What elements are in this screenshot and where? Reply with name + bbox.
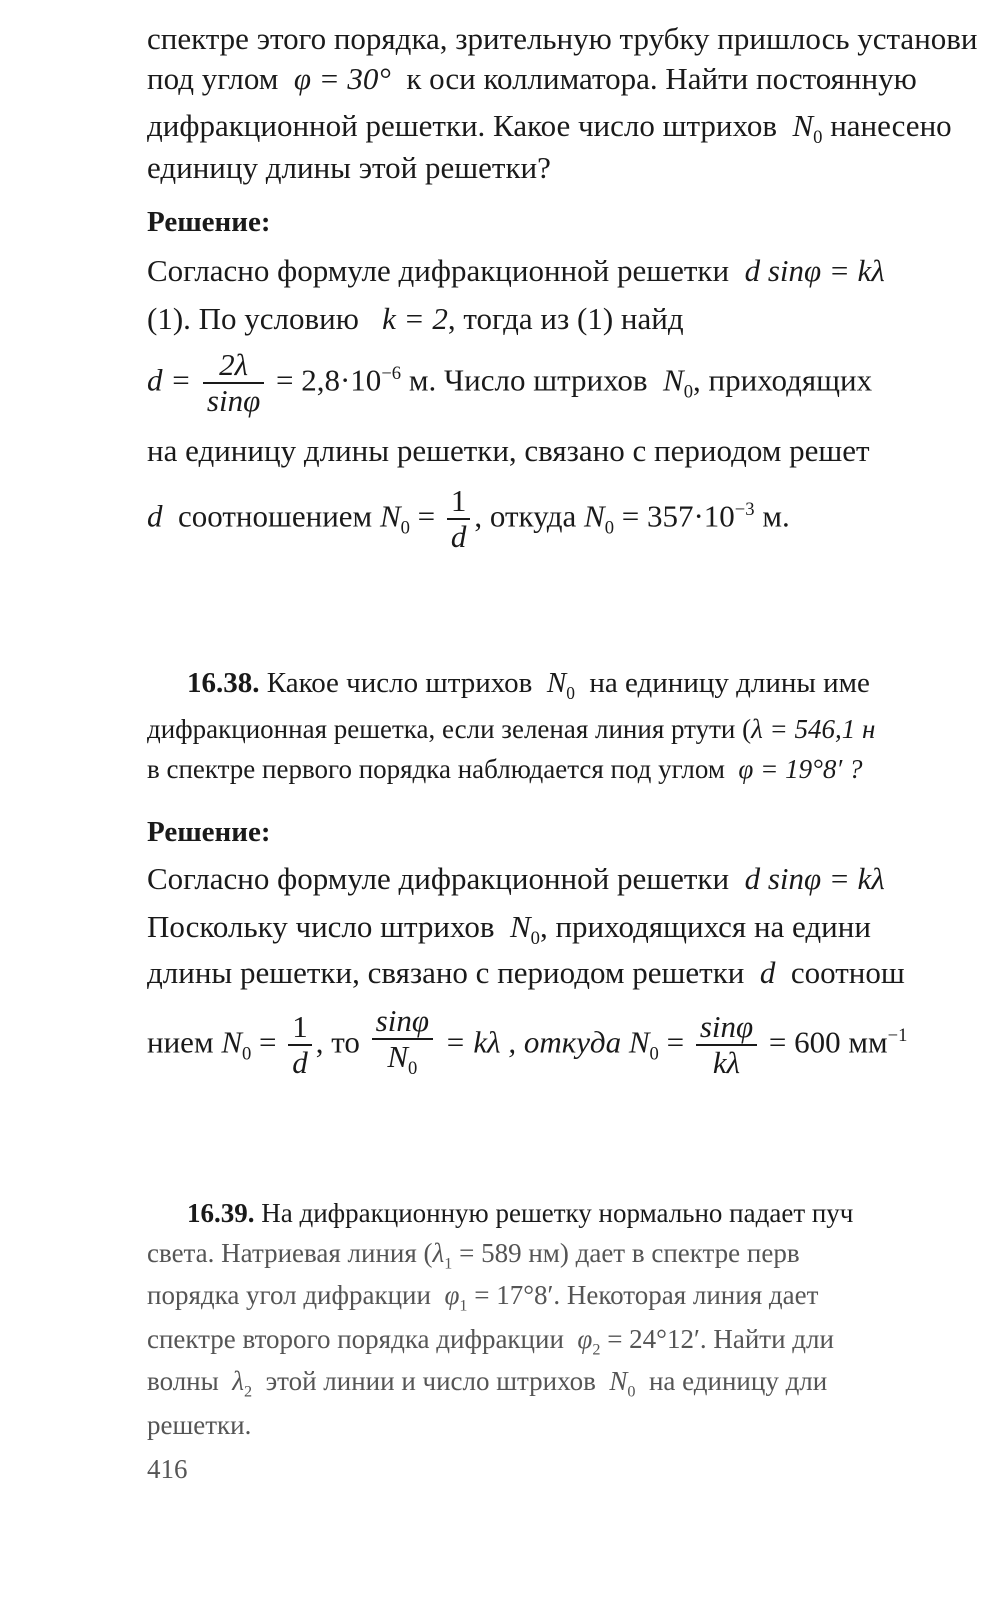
solution-heading: Решение: (147, 816, 271, 848)
text-line: дифракционная решетка, если зеленая линия ртути (λ = 546,1 н (147, 714, 876, 744)
formula: d sinφ = kλ (744, 253, 885, 288)
problem-number: 16.38. (187, 667, 260, 699)
text-line: в спектре первого порядка наблюдается под углом φ = 19°8′ ? (147, 754, 863, 784)
text-line: единицу длины этой решетки? (147, 150, 551, 185)
text-line: спектре этого порядка, зрительную трубку пришлось установи (147, 21, 978, 56)
formula: d sinφ = kλ (744, 861, 885, 896)
text-line: решетки. (147, 1410, 252, 1440)
text-line: порядка угол дифракции $\varphi_1 = 17^\circ 8'$. Некоторая линия дает (147, 1280, 819, 1315)
fraction: $\frac{1}{d}$ (288, 1010, 312, 1080)
text-line: света. Натриевая линия ($\lambda_1 = 589$ нм) дает в спектре перв (147, 1238, 800, 1273)
page-number: 416 (147, 1454, 188, 1484)
text-line: Согласно формуле дифракционной решетки d sinφ = kλ (147, 253, 885, 288)
solution-heading: Решение: (147, 206, 271, 238)
text-line: дифракционной решетки. Какое число штрихов $N_0$ нанесено (147, 108, 952, 149)
text-line: Поскольку число штрихов $N_0$, приходящихся на едини (147, 909, 871, 950)
problem-line: 16.38. Какое число штрихов $N_0$ на единицу длины име (187, 667, 870, 703)
fraction: $\frac{\sin\varphi}{N_0}$ (372, 1004, 433, 1086)
text-line: спектре второго порядка дифракции $\varphi_2 = 24^\circ 12'$. Найти дли (147, 1324, 834, 1359)
text-line: под углом φ = 30° к оси коллиматора. Найти постоянную (147, 61, 917, 96)
formula: φ = 30° (293, 61, 391, 96)
text-line: волны $\lambda_2$ этой линии и число штрихов $N_0$ на единицу дли (147, 1366, 828, 1401)
text-line: длины решетки, связано с периодом решетки d соотнош (147, 955, 905, 990)
formula-line: d соотношением $N_0$ = $\frac{1}{d}$ , откуда $N_0 = 357\cdot 10^{-3}$ м. (147, 483, 790, 555)
text-line: (1). По условию k = 2, тогда из (1) найд (147, 301, 684, 336)
problem-line: 16.39. На дифракционную решетку нормально падает пуч (187, 1198, 854, 1228)
text-line: на единицу длины решетки, связано с периодом решет (147, 433, 870, 468)
fraction: $\frac{\sin\varphi}{k\lambda}$ (696, 1010, 757, 1080)
formula-line: нием $N_0$ = $\frac{1}{d}$ , то $\frac{\sin\varphi}{N_0}$ = kλ , откуда $N_0$ = $\frac{\sin\varphi}{k\lambda}$ = 600 $мм^{-1}$ (147, 996, 907, 1095)
formula-line: d = $\frac{2\lambda}{\sin\varphi}$ = $2,8\cdot 10^{-6}$ м. Число штрихов $N_0$, приходящих (147, 347, 873, 419)
fraction: $\frac{1}{d}$ (447, 484, 471, 554)
text-line: Согласно формуле дифракционной решетки d sinφ = kλ (147, 861, 885, 896)
fraction: $\frac{2\lambda}{\sin\varphi}$ (203, 348, 264, 418)
problem-number: 16.39. (187, 1198, 255, 1228)
